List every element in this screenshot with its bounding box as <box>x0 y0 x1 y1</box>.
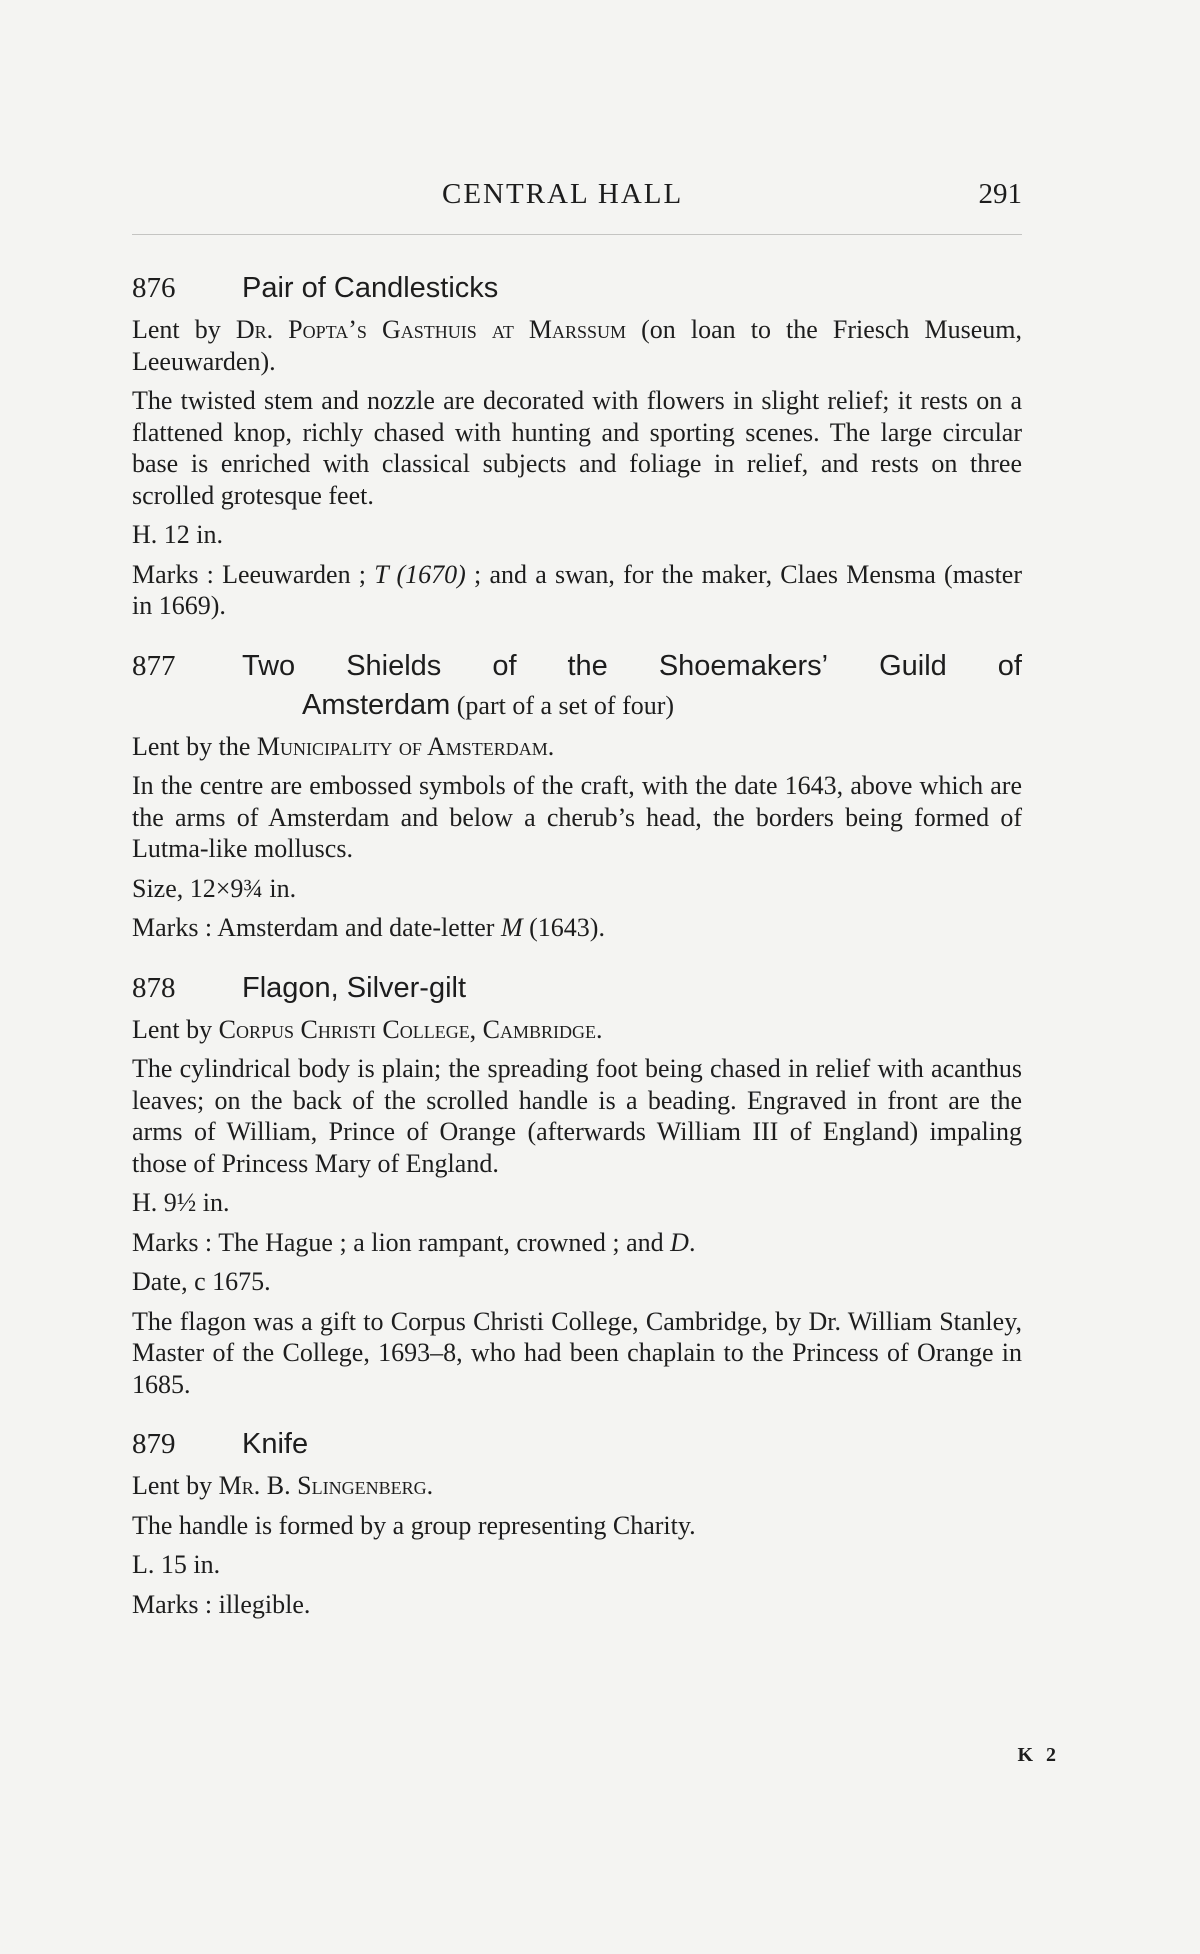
entry-dimension: H. 12 in. <box>132 520 223 549</box>
lent-prefix: Lent by <box>132 315 236 344</box>
lender-name: Municipality of Amsterdam <box>256 731 548 761</box>
title-word: of <box>997 649 1022 682</box>
entry-876 <box>132 270 1022 622</box>
entry-number: 877 <box>132 649 176 682</box>
marks-italic: T (1670) <box>374 559 466 589</box>
entry-877 <box>132 648 1022 944</box>
marks-text-end: ; and a swan, for the maker, Claes Mensma (master in 1669). <box>132 559 1022 620</box>
lent-prefix: Lent by <box>132 1014 219 1044</box>
signature-mark: K 2 <box>1017 1744 1060 1766</box>
entry-dimension: L. 15 in. <box>132 1550 221 1579</box>
title-word: Two <box>242 649 296 682</box>
entry-heading <box>132 270 1022 306</box>
entry-heading <box>132 970 1022 1006</box>
lent-prefix: Lent by <box>132 1471 219 1500</box>
entry-879 <box>132 1426 1022 1620</box>
lent-suffix: . <box>596 1014 603 1044</box>
marks-text-end: . <box>688 1227 696 1257</box>
entry-marks <box>132 559 1022 622</box>
marks-text: Marks : The Hague ; a lion rampant, crowned ; and <box>132 1227 671 1257</box>
entry-878 <box>132 970 1022 1401</box>
lent-prefix: Lent by the <box>132 731 257 761</box>
entry-dimension: H. 9½ in. <box>132 1188 230 1217</box>
entry-description: The cylindrical body is plain; the spreading foot being chased in relief with acanthus leaves; on the back of the scrolled handle is a beading. Engraved in front are the arms of William, Prince of Orange (afterwards William III of England) impaling those of Princess Mary of England. <box>132 1054 1022 1178</box>
lender-name: Dr. Popta’s Gasthuis at Marssum <box>235 315 627 344</box>
entry-description: In the centre are embossed symbols of the craft, with the date 1643, above which are the arms of Amsterdam and below a cherub’s head, the borders being formed of Lutma-like molluscs. <box>132 771 1022 863</box>
entry-marks <box>132 1227 1022 1259</box>
title-word: Shields <box>346 649 442 682</box>
lent-suffix: (on loan to the Friesch Museum, Leeuwarden). <box>132 315 1022 376</box>
entry-dimension: Size, 12×9¾ in. <box>132 873 297 903</box>
entry-number: 876 <box>132 272 176 304</box>
entry-marks: Marks : illegible. <box>132 1589 311 1619</box>
page-header <box>132 178 1022 222</box>
title-word: the <box>567 649 608 682</box>
title-word: of <box>492 649 517 682</box>
entry-title: Knife <box>242 1428 309 1460</box>
marks-italic: D <box>670 1227 689 1257</box>
entry-number: 878 <box>132 971 176 1004</box>
entry-heading <box>132 648 1022 684</box>
title-word: Guild <box>879 649 947 682</box>
entry-description: The handle is formed by a group representing Charity. <box>132 1510 696 1540</box>
header-rule <box>132 234 1022 235</box>
lender-line <box>132 731 1022 763</box>
entry-title: Flagon, Silver-gilt <box>242 971 467 1004</box>
marks-text: Marks : Amsterdam and date-letter <box>132 913 501 942</box>
catalogue-body <box>132 270 1022 1646</box>
title-word: Shoemakers’ <box>658 649 829 682</box>
lender-name: Mr. B. Slingenberg <box>218 1471 427 1500</box>
title-note: (part of a set of four) <box>450 690 675 720</box>
entry-title: Pair of Candlesticks <box>242 272 499 304</box>
page-number: 291 <box>978 178 1022 210</box>
entry-marks <box>132 912 1022 944</box>
marks-text: Marks : Leeuwarden ; <box>132 559 375 589</box>
entry-number: 879 <box>132 1428 176 1460</box>
running-head: CENTRAL HALL <box>442 178 684 210</box>
entry-date: Date, c 1675. <box>132 1267 271 1296</box>
entry-description: The twisted stem and nozzle are decorated with flowers in slight relief; it rests on a flattened knop, richly chased with hunting and sporting scenes. The large circular base is enriched with classical subjects and foliage in relief, and rests on three scrolled grotesque feet. <box>132 386 1022 510</box>
entry-title-continued <box>132 688 1022 723</box>
marks-text-end: (1643). <box>522 913 605 942</box>
lent-suffix: . <box>426 1471 434 1500</box>
title-continuation: Amsterdam <box>302 688 451 721</box>
entry-heading <box>132 1426 1022 1462</box>
lender-name: Corpus Christi College, Cambridge <box>218 1014 597 1044</box>
lender-line <box>132 1470 1022 1502</box>
entry-note: The flagon was a gift to Corpus Christi College, Cambridge, by Dr. William Stanley, Master of the College, 1693–8, who had been chaplain to the Princess of Orange in 1685. <box>132 1306 1022 1399</box>
entry-title <box>242 648 1022 684</box>
marks-italic: M <box>500 913 523 942</box>
lent-suffix: . <box>547 731 555 761</box>
lender-line <box>132 314 1022 377</box>
lender-line <box>132 1014 1022 1046</box>
